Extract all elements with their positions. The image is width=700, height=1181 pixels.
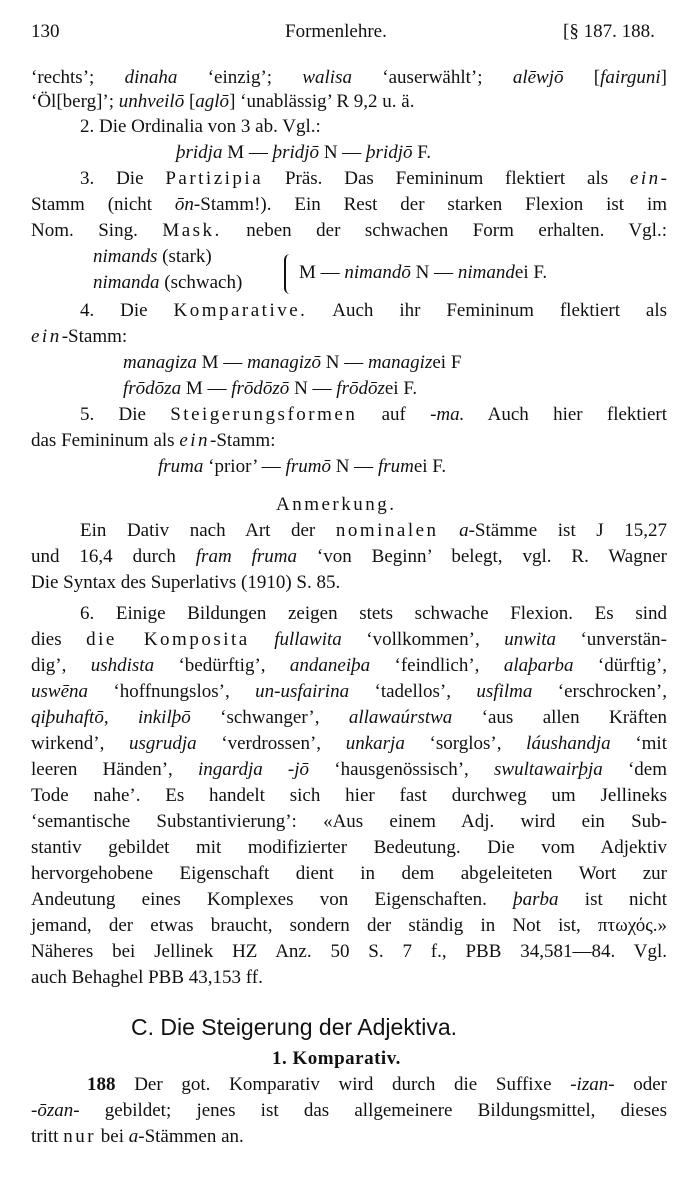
section-reference: [§ 187. 188. (563, 21, 655, 42)
item-6-line: dig’, ushdista ‘bedürftig’, andaneiþa ‘feindlich’, alaþarba ‘dürftig’, (31, 655, 667, 676)
section-paragraph-line: tritt nur bei a-Stämmen an. (31, 1126, 244, 1147)
item-6-line: jemand, der etwas braucht, sondern der ständig in Not ist, πτωχός.» (31, 915, 667, 936)
item-6-line: auch Behaghel PBB 43,153 ff. (31, 967, 263, 988)
example-schwach: nimanda (schwach) (93, 272, 243, 293)
item-6-line: hervorgehobene Eigenschaft dient in dem abgeleiteten Wort zur (31, 863, 667, 884)
text-line: ‘Öl[berg]’; unhveilō [aglō] ‘unablässig’ R 9,2 u. ä. (31, 91, 415, 112)
example-result: M — nimandō N — nimandei F. (278, 250, 547, 296)
section-paragraph-line: 188 Der got. Komparativ wird durch die Suffixe -izan- oder (87, 1074, 668, 1095)
note-heading: Anmerkung. (276, 494, 397, 515)
note-line: Die Syntax des Superlativs (1910) S. 85. (31, 572, 341, 593)
item-6-line: uswēna ‘hoffnungslos’, un-usfairina ‘tadellos’, usfilma ‘erschrocken’, (31, 681, 667, 702)
item-6-line: Tode nahe’. Es handelt sich hier fast durchweg um Jellineks (31, 785, 667, 806)
section-paragraph-line: -ōzan- gebildet; jenes ist das allgemeinere Bildungsmittel, dieses (31, 1100, 667, 1121)
page-number: 130 (31, 21, 60, 42)
item-6-line: dies die Komposita fullawita ‘vollkommen’, unwita ‘unverstän- (31, 629, 668, 650)
item-4-forms: frōdōza M — frōdōzō N — frōdōzei F. (123, 378, 418, 399)
item-3-line: 3. Die Partizipia Präs. Das Femininum flektiert als ein- (80, 168, 667, 189)
paragraph-number: 188 (87, 1074, 116, 1095)
item-6-line: qiþuhaftō, inkilþō ‘schwanger’, allawaúrstwa ‘aus allen Kräften (31, 707, 667, 728)
item-4-forms: managiza M — managizō N — managizei F (123, 352, 462, 373)
item-6-line: ‘semantische Substantivierung’: «Aus einem Adj. wird ein Sub- (31, 811, 667, 832)
item-5-forms: fruma ‘prior’ — frumō N — frumei F. (158, 456, 447, 477)
text-line: ‘rechts’; dinaha ‘einzig’; walisa ‘auserwählt’; alēwjō [fairguni] (31, 67, 667, 88)
item-5-line: 5. Die Steigerungsformen auf -ma. Auch hier flektiert (80, 404, 668, 425)
item-4-line: ein-Stamm: (31, 326, 128, 347)
item-4-line: 4. Die Komparative. Auch ihr Femininum flektiert als (80, 300, 667, 321)
running-title: Formenlehre. (285, 21, 387, 42)
item-3-line: Stamm (nicht ōn-Stamm!). Ein Rest der starken Flexion ist im (31, 194, 667, 215)
section-subheading: 1. Komparativ. (272, 1048, 401, 1069)
item-5-line: das Femininum als ein-Stamm: (31, 430, 276, 451)
section-heading: C. Die Steigerung der Adjektiva. (131, 1014, 458, 1040)
item-2-text: 2. Die Ordinalia von 3 ab. Vgl.: (80, 116, 321, 137)
item-6-line: stantiv gebildet mit modifizierter Bedeutung. Die vom Adjektiv (31, 837, 667, 858)
brace-icon (284, 254, 291, 294)
note-line: und 16,4 durch fram fruma ‘von Beginn’ belegt, vgl. R. Wagner (31, 546, 667, 567)
item-6-line: leeren Händen’, ingardja -jō ‘hausgenössisch’, swultawairþja ‘dem (31, 759, 668, 780)
item-6-line: wirkend’, usgrudja ‘verdrossen’, unkarja ‘sorglos’, láushandja ‘mit (31, 733, 667, 754)
note-line: Ein Dativ nach Art der nominalen a-Stämme ist J 15,27 (80, 520, 667, 541)
item-6-line: Näheres bei Jellinek HZ Anz. 50 S. 7 f., PBB 34,581—84. Vgl. (31, 941, 667, 962)
item-2-forms: þridja M — þridjō N — þridjō F. (176, 142, 432, 163)
item-6-line: 6. Einige Bildungen zeigen stets schwache Flexion. Es sind (80, 603, 667, 624)
item-6-line: Andeutung eines Komplexes von Eigenschaften. þarba ist nicht (31, 889, 667, 910)
example-stark: nimands (stark) (93, 246, 212, 267)
item-3-line: Nom. Sing. Mask. neben der schwachen Form erhalten. Vgl.: (31, 220, 667, 241)
